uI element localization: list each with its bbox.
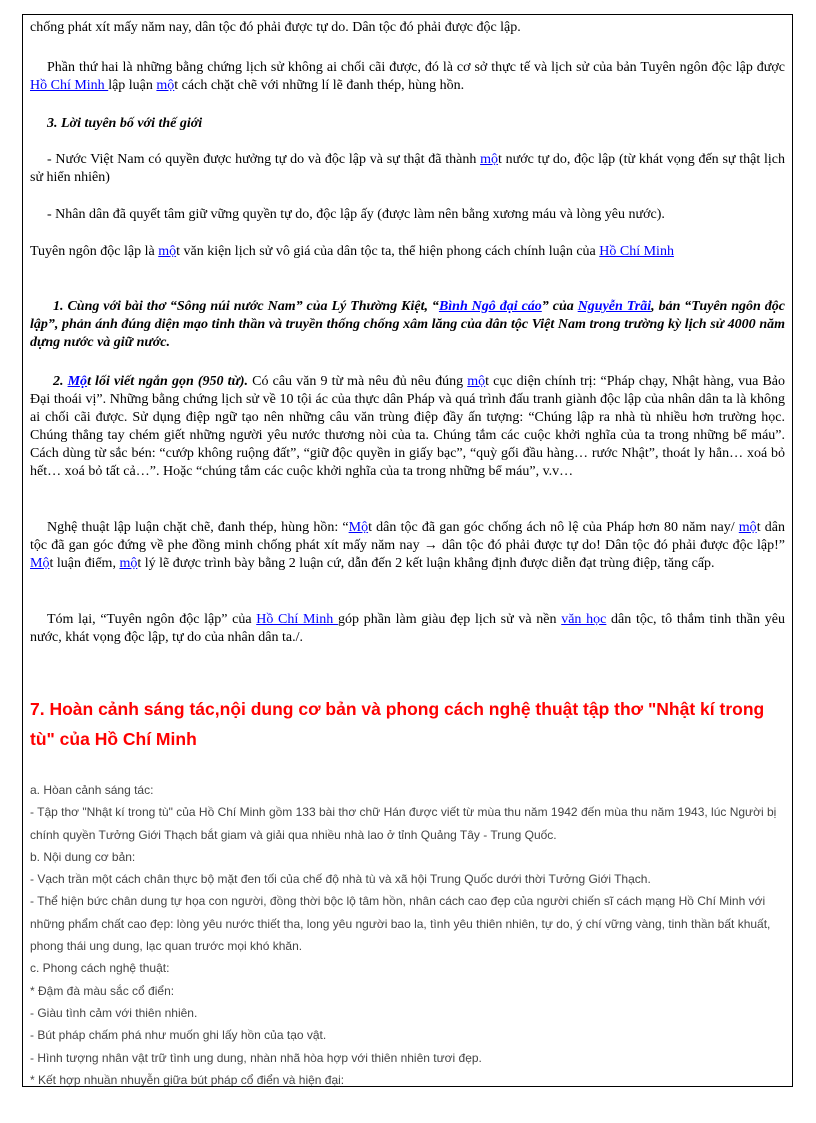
text: góp phần làm giàu đẹp lịch sử và nền bbox=[338, 612, 562, 627]
line-a-heading: a. Hòan cảnh sáng tác: bbox=[30, 783, 154, 797]
link-van-hoc[interactable]: văn học bbox=[561, 612, 607, 627]
text: t nước tự do, độc lập (từ khát vọng đến sự thật lịch sử hiển nhiên) bbox=[30, 152, 785, 185]
link-mot[interactable]: mộ bbox=[467, 374, 486, 389]
link-mot[interactable]: Mộ bbox=[348, 520, 369, 535]
line-c-heading: c. Phong cách nghệ thuật: bbox=[30, 961, 170, 976]
text: 2. bbox=[53, 374, 68, 389]
paragraph-1 bbox=[30, 19, 785, 37]
link-ho-chi-minh[interactable]: Hồ Chí Minh bbox=[30, 78, 109, 93]
text: Có câu văn 9 từ mà nêu đủ nêu đúng bbox=[248, 374, 468, 389]
section-7-content bbox=[30, 779, 785, 1087]
text: t cách chặt chẽ với những lí lẽ đanh thép, hùng hồn. bbox=[174, 78, 465, 93]
text: t lối viết ngắn gọn (950 từ). bbox=[87, 374, 249, 389]
text: ” của bbox=[541, 299, 578, 314]
paragraph-9 bbox=[30, 611, 785, 647]
text: lập luận bbox=[108, 78, 157, 93]
paragraph-2 bbox=[30, 59, 785, 95]
line-c-sub-1: * Đậm đà màu sắc cổ điển: bbox=[30, 983, 175, 998]
section-heading-3: 3. Lời tuyên bố với thế giới bbox=[47, 116, 203, 131]
line-b-item-2: - Thể hiện bức chân dung tự họa con người, đồng thời bộc lộ tâm hồn, nhân cách cao đẹp của người chiến sĩ cách mạng Hồ Chí Minh với những phẩm chất cao đẹp: lòng yêu nước thiết tha, long yêu người bao la, tình yêu thiên nhiên, tự do, ý chí vững vàng, tinh thần bất khuất, phong thái ung dung, lạc quan trước mọi khó khăn. bbox=[30, 894, 771, 954]
text: Nghệ thuật lập luận chặt chẽ, đanh thép, hùng hồn: “ bbox=[47, 520, 349, 535]
text: Tuyên ngôn độc lập là bbox=[30, 244, 159, 259]
text: dân tộc, tô thắm tinh thần yêu nước, khát vọng độc lập, tự do của nhân dân ta./. bbox=[30, 612, 785, 645]
paragraph-5 bbox=[30, 243, 785, 261]
line-c-sub-2: * Kết hợp nhuần nhuyễn giữa bút pháp cổ điển và hiện đại: bbox=[30, 1072, 345, 1087]
link-binh-ngo-dai-cao[interactable]: Bình Ngô đại cáo bbox=[438, 299, 542, 314]
link-ho-chi-minh[interactable]: Hồ Chí Minh bbox=[599, 244, 674, 259]
link-mot[interactable]: mộ bbox=[119, 556, 138, 571]
text: Tóm lại, “Tuyên ngôn độc lập” của bbox=[47, 612, 257, 627]
paragraph-3 bbox=[30, 151, 785, 187]
link-mot[interactable]: Mộ bbox=[30, 556, 50, 571]
text: 1. Cùng với bài thơ “Sông núi nước Nam” của Lý Thường Kiệt, “ bbox=[53, 299, 439, 314]
text: t cục diện chính trị: “Pháp chạy, Nhật hàng, vua Bảo Đại thoái vị”. Những bằng chứng lịch sử về 10 tội ác của thực dân Pháp và quá trình đấu tranh giành độc lập của nhân dân ta là không ai chối cãi được. Sử dụng điệp ngữ tạo nên những câu văn trùng điệp đầy ấn tượng: “Chúng lập ra nhà tù nhiều hơn trường học. Chúng thẳng tay chém giết những người yêu nước thương nòi của ta. Chúng tắm các cuộc khởi nghĩa của ta trong những bể máu”. Cách dùng từ sắc bén: “cướp không ruộng đất”, “giữ độc quyền in giấy bạc”, “quỳ gối đầu hàng… rước Nhật”, thoát ly hẳn… xoá bỏ hết… xoá bỏ tất cả…”. Hoặc “chúng tắm các cuộc khởi nghĩa của ta trong những bể máu”, v.v… bbox=[30, 374, 786, 479]
link-ho-chi-minh[interactable]: Hồ Chí Minh bbox=[256, 612, 338, 627]
text: chống phát xít mấy năm nay, dân tộc đó phải được tự do. Dân tộc đó phải được độc lập. bbox=[30, 20, 521, 35]
section-7-heading: 7. Hoàn cảnh sáng tác,nội dung cơ bản và phong cách nghệ thuật tập thơ "Nhật kí trong tù" của Hồ Chí Minh bbox=[30, 699, 765, 749]
line-b-heading: b. Nội dung cơ bản: bbox=[30, 849, 136, 864]
link-mot[interactable]: mộ bbox=[738, 520, 757, 535]
line-b-item-1: - Vạch trần một cách chân thực bộ mặt đen tối của chế độ nhà tù và xã hội Trung Quốc dưới thời Tưởng Giới Thạch. bbox=[30, 872, 651, 887]
text: t văn kiện lịch sử vô giá của dân tộc ta, thể hiện phong cách chính luận của bbox=[176, 244, 600, 259]
line-a-body: - Tập thơ "Nhật kí trong tù" của Hồ Chí Minh gồm 133 bài thơ chữ Hán được viết từ mùa thu năm 1942 đến mùa thu năm 1943, lúc Người bị chính quyền Tưởng Giới Thạch bắt giam và giải qua nhiều nhà lao ở tỉnh Quảng Tây - Trung Quốc. bbox=[30, 805, 777, 842]
line-c-item-1: - Giàu tình cảm với thiên nhiên. bbox=[30, 1005, 198, 1020]
paragraph-4: - Nhân dân đã quyết tâm giữ vững quyền tự do, độc lập ấy (được làm nên bằng xương máu và lòng yêu nước). bbox=[47, 207, 665, 222]
text: t luận điểm, bbox=[49, 556, 120, 571]
text: t dân tộc đã gan góc chống ách nô lệ của Pháp hơn 80 năm nay/ bbox=[368, 520, 739, 535]
link-mot[interactable]: mộ bbox=[480, 152, 498, 167]
link-nguyen-trai[interactable]: Nguyễn Trãi bbox=[577, 299, 652, 314]
text: Phần thứ hai là những bằng chứng lịch sử không ai chối cãi được, đó là cơ sở thực tế và lịch sử của bản Tuyên ngôn độc lập được bbox=[47, 60, 785, 75]
link-mot[interactable]: Mộ bbox=[67, 374, 88, 389]
link-mot[interactable]: mộ bbox=[156, 78, 175, 93]
line-c-item-2: - Bút pháp chấm phá như muốn ghi lấy hồn của tạo vật. bbox=[30, 1028, 327, 1043]
text: , bản “Tuyên ngôn độc lập”, phản ánh đúng diện mạo tinh thần và truyền thống chống xâm lăng của dân tộc Việt Nam trong trường kỳ lịch sử 4000 năm dựng nước và giữ nước. bbox=[30, 299, 786, 350]
paragraph-7 bbox=[30, 373, 785, 481]
text: t dân tộc đã gan góc đứng về phe đồng minh chống phát xít mấy năm nay → dân tộc đó phải được tự do! Dân tộc đó phải được độc lập!” bbox=[30, 520, 785, 553]
text: t lý lẽ được trình bày bằng 2 luận cứ, dẫn đến 2 kết luận khẳng định được diễn đạt trùng điệp, tăng cấp. bbox=[137, 556, 715, 571]
link-mot[interactable]: mộ bbox=[158, 244, 177, 259]
text: - Nước Việt Nam có quyền được hưởng tự do và độc lập và sự thật đã thành bbox=[47, 152, 481, 167]
paragraph-6 bbox=[30, 298, 785, 352]
paragraph-8 bbox=[30, 519, 785, 573]
document-page bbox=[22, 14, 793, 1087]
line-c-item-3: - Hình tượng nhân vật trữ tình ung dung, nhàn nhã hòa hợp với thiên nhiên tươi đẹp. bbox=[30, 1050, 482, 1065]
